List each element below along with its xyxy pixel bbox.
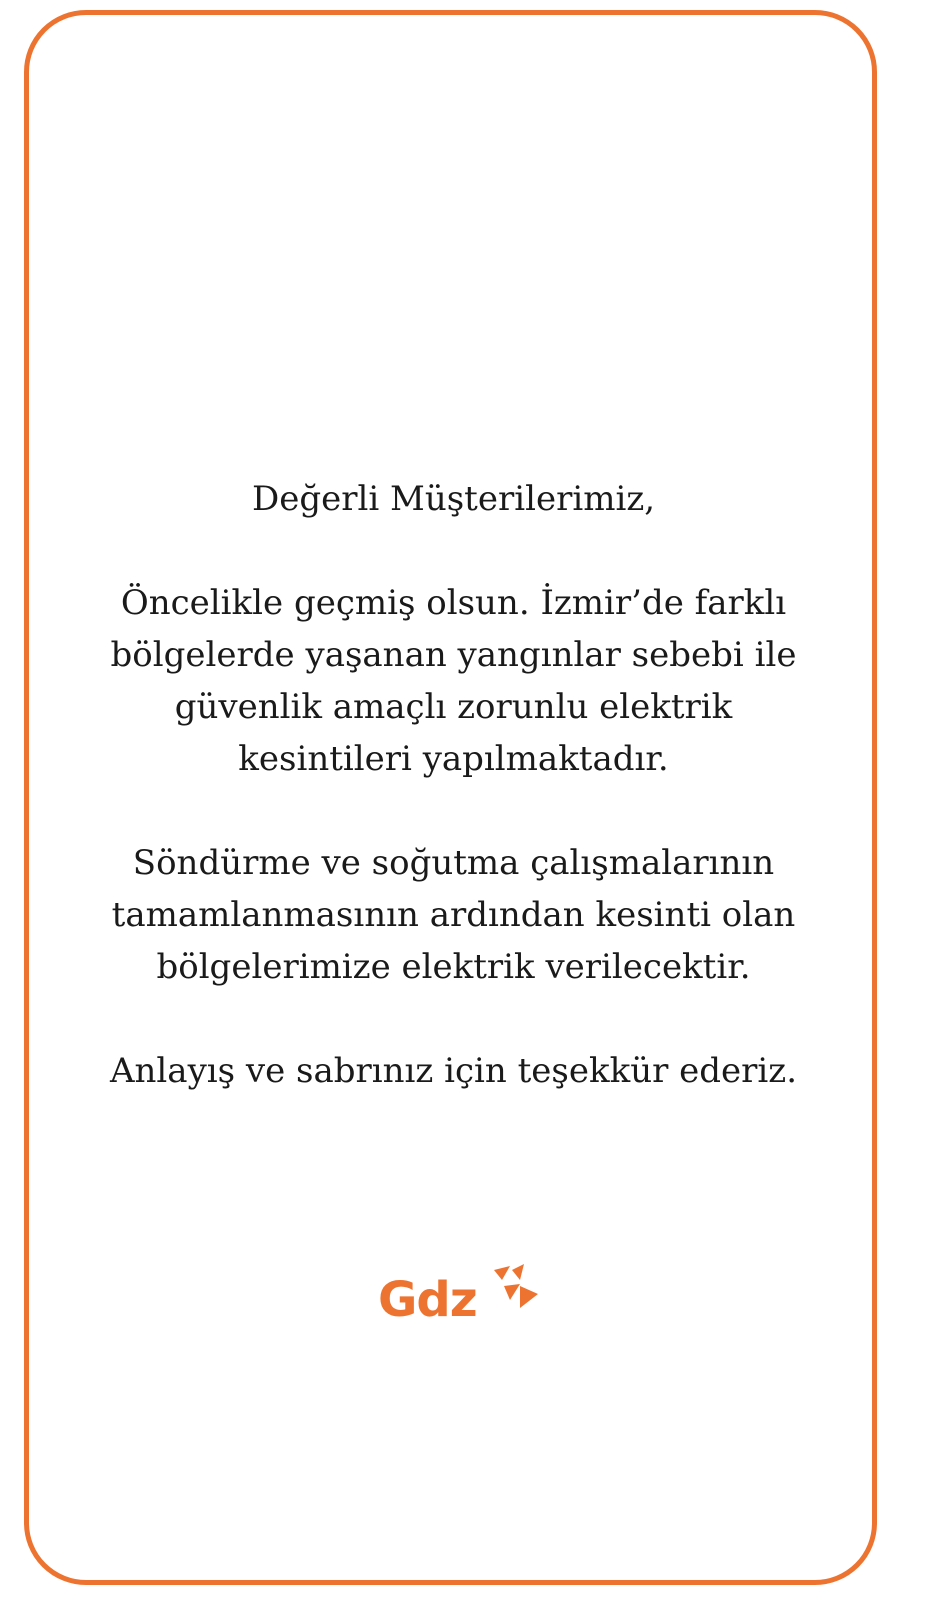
- paragraph-outage-info: Öncelikle geçmiş olsun. İzmir’de farklı bölgelerde yaşanan yangınlar sebebi ile güvenlik amaçlı zorunlu elektrik kesintileri yapılmaktadır.: [110, 583, 797, 779]
- closing-thanks: Anlayış ve sabrınız için teşekkür ederiz.: [109, 1051, 798, 1091]
- gdz-logo: [378, 1270, 538, 1340]
- logo-text: Gdz: [378, 1272, 477, 1328]
- notice-message: [0, 473, 907, 1097]
- paragraph-restoration-info: Söndürme ve soğutma çalışmalarının tamamlanmasının ardından kesinti olan bölgelerimize elektrik verilecektir.: [111, 843, 796, 987]
- gdz-arrow-mark-icon: [490, 1264, 540, 1324]
- greeting: Değerli Müşterilerimiz,: [251, 479, 656, 519]
